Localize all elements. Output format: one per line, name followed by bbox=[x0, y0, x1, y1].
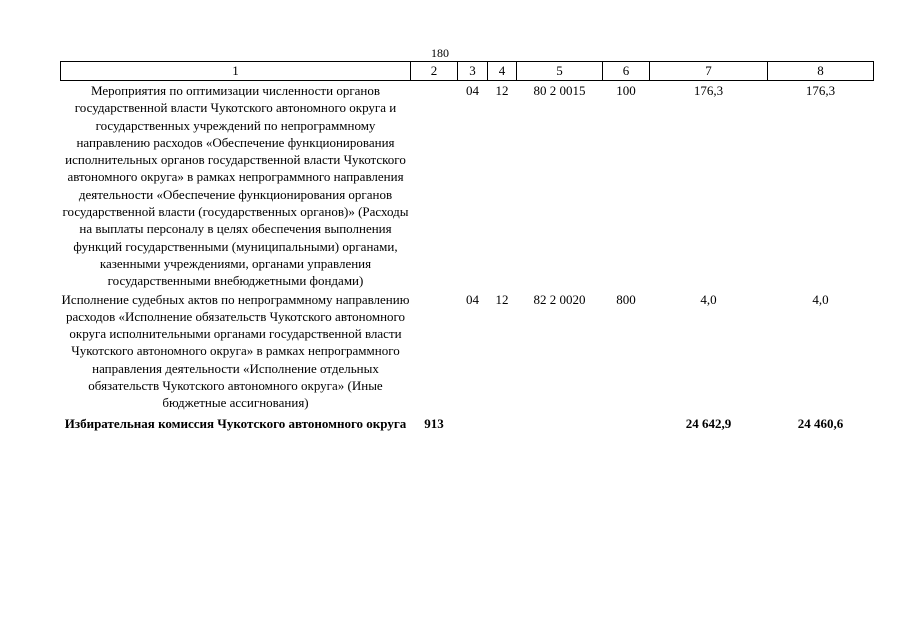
header-col-7: 7 bbox=[650, 62, 768, 81]
row-target: 82 2 0020 bbox=[533, 291, 586, 307]
page-number: 180 bbox=[431, 46, 449, 60]
row-sum-1: 176,3 bbox=[693, 83, 724, 98]
row-subsection bbox=[488, 412, 517, 432]
row-ministry: 913 bbox=[424, 415, 444, 431]
header-row bbox=[61, 62, 874, 81]
row-name: Избирательная комиссия Чукотского автономного округа bbox=[64, 415, 407, 431]
header-col-2: 2 bbox=[411, 62, 458, 81]
header-col-4: 4 bbox=[488, 62, 517, 81]
row-section: 04 bbox=[466, 83, 479, 98]
row-sum-2: 176,3 bbox=[805, 83, 836, 98]
row-section bbox=[458, 412, 488, 432]
header-col-5: 5 bbox=[517, 62, 603, 81]
row-subsection: 12 bbox=[495, 291, 509, 307]
row-name: Мероприятия по оптимизации численности органов государственной власти Чукотского автономного округа и государственных учреждений по непрограммному направлению расходов «Обеспечение функционирования исполнительных органов государственной власти Чукотского автономного округа» в рамках непрограммного направления деятельности «Обеспечение функционирования органов государственной власти (государственных органов)» (Расходы на выплаты персоналу в целях обеспечения выполнения функций государственными (муниципальными) органами, казенными учреждениями, органами управления государственными внебюджетными фондами) bbox=[62, 83, 409, 289]
row-name: Исполнение судебных актов по непрограммному направлению расходов «Исполнение обязательств Чукотского автономного округа исполнительными органами государственной власти Чукотского автономного округа» в рамках непрограммного направления деятельности «Исполнение отдельных обязательств Чукотского автономного округа» (Иные бюджетные ассигнования) bbox=[61, 291, 410, 411]
table-row bbox=[61, 81, 874, 290]
row-ministry bbox=[411, 81, 458, 290]
row-section: 04 bbox=[466, 291, 479, 307]
row-sum-2: 24 460,6 bbox=[797, 415, 844, 431]
budget-table bbox=[60, 61, 874, 432]
row-sum-1: 24 642,9 bbox=[685, 415, 732, 431]
header-col-8: 8 bbox=[768, 62, 874, 81]
row-expense-type: 100 bbox=[616, 83, 636, 98]
row-sum-1: 4,0 bbox=[700, 291, 717, 307]
row-ministry bbox=[411, 290, 458, 412]
row-expense-type: 800 bbox=[616, 291, 636, 307]
header-col-3: 3 bbox=[458, 62, 488, 81]
table-row-total bbox=[61, 412, 874, 432]
row-sum-2: 4,0 bbox=[812, 291, 829, 307]
row-subsection: 12 bbox=[495, 83, 509, 98]
row-expense-type bbox=[603, 412, 650, 432]
row-target: 80 2 0015 bbox=[533, 83, 586, 98]
header-col-6: 6 bbox=[603, 62, 650, 81]
header-col-1: 1 bbox=[61, 62, 411, 81]
row-target bbox=[517, 412, 603, 432]
table-row bbox=[61, 290, 874, 412]
